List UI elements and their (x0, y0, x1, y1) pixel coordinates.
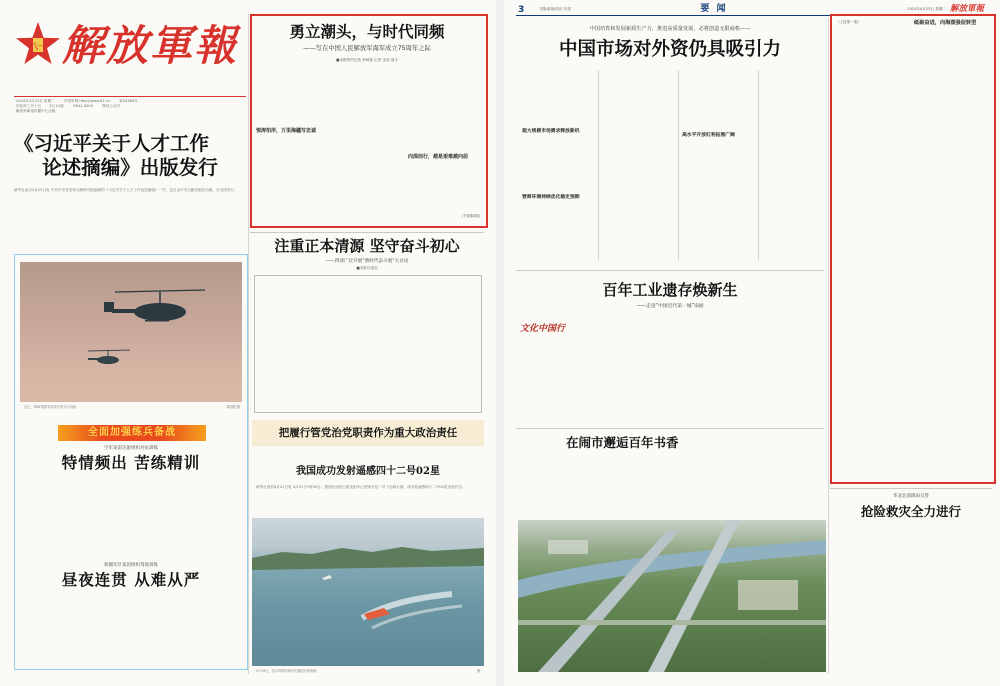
site-link[interactable]: 中国军网 http://www.81.cn (63, 99, 110, 103)
industry-col4 (760, 318, 822, 424)
lead-story-columns (14, 192, 244, 246)
lake-boat-photo (252, 518, 484, 666)
industry-subtitle: ——走进“中国近代第一城”南通 (636, 304, 704, 309)
section-banner (58, 425, 206, 441)
industry-title[interactable]: 百年工业遗存焕新生 (602, 281, 738, 299)
feature-subtitle: ——写在中国人民解放军海军成立75周年之际 (303, 45, 431, 52)
page-date: 2024年4月23日 星期二 (907, 7, 946, 11)
page-number: 3 (518, 5, 525, 15)
commentary-subtitle: ——四谈广泛开展“新时代奋斗观”大讨论 (325, 259, 409, 264)
feature-byline: ■本报特约记者 李师春 记者 宋浩 周丰 (336, 58, 398, 62)
column-kicker: （上接第一版） (836, 20, 862, 24)
story1-title[interactable]: 特情频出 苦练精训 (61, 453, 201, 472)
story2-kicker: 新疆军区某团组织驾驶训练 (104, 563, 158, 568)
lead-col3 (680, 70, 756, 260)
disaster-title[interactable]: 抢险救灾全力进行 (860, 504, 961, 519)
masthead-title: 解放軍報 (62, 21, 239, 70)
star-emblem-icon (14, 20, 62, 68)
party-story-title[interactable]: 把履行管党治党职责作为重大政治责任 (278, 427, 458, 439)
issue-code: 第24369号 (119, 99, 138, 103)
lead-col1 (520, 70, 596, 260)
launch-title[interactable]: 我国成功发射遥感四十二号02星 (296, 466, 440, 477)
section-banner-text: 全面加强练兵备战 (88, 427, 176, 438)
lake-caption: 4月19日，官兵驾驶冲锋舟在湖面开展训练。 (256, 669, 320, 673)
feature-col1 (256, 66, 328, 126)
page-gutter (496, 0, 504, 686)
lunar-date: 甲辰年三月十五 (16, 104, 42, 108)
cn-code: CN11-0003 (72, 104, 94, 108)
lead-subhead1: 超大规模市场需求释放新机 (522, 129, 580, 134)
issue-date: 2024年4月23日 星期二 (16, 99, 55, 103)
issue-pages: 今日12版 (48, 104, 64, 108)
commentary-title[interactable]: 注重正本清源 坚守奋斗初心 (274, 237, 460, 255)
disaster-col2 (914, 526, 990, 672)
lead-kicker: 中国培育和发展新质生产力，推进高质量发展，必将创造无限商机—— (589, 26, 751, 32)
lead-subhead3: 营商环境持续优化稳定预期 (522, 195, 580, 200)
feature-title[interactable]: 勇立潮头，与时代同频 (289, 22, 445, 41)
industry-col2 (600, 318, 676, 424)
feature-continue[interactable]: (下转第2版) (461, 214, 480, 218)
feature-col1b (256, 145, 328, 215)
lead-title-line2: 论述摘编》出版发行 (42, 156, 218, 179)
feature-subhead1: 惊涛拍岸，万里海疆写忠诚 (256, 128, 317, 134)
photo-caption: 近日，第81集团军某旅开展飞行训练。 (24, 405, 80, 409)
helicopter-photo (20, 262, 242, 402)
launch-lead: 新华社西昌4月21日电 4月21日7时45分，我国在西昌卫星发射中心使用长征二号丁运载火箭，成功将遥感四十二号02星发射升空。 (256, 485, 466, 489)
disaster-col1 (834, 526, 910, 672)
feature-col3b (408, 170, 480, 210)
lead-col4 (760, 70, 822, 260)
svg-text:八一: 八一 (30, 41, 46, 51)
publisher-label: 解放军新闻传播中心出版 (16, 109, 56, 113)
launch-body (256, 485, 482, 515)
story1-body (20, 478, 242, 556)
books-title[interactable]: 在闹市邂逅百年书香 (566, 435, 679, 450)
disaster-kicker: 华北北部降雨交替 (893, 494, 929, 499)
industry-col3 (680, 318, 756, 424)
culture-china-logo: 文化中国行 (520, 324, 566, 334)
lead-story-title[interactable] (14, 132, 246, 180)
left-newspaper-page (0, 0, 496, 686)
books-col1 (520, 456, 596, 516)
story1-kicker: 空军某雷达旅组织对抗训练 (104, 446, 158, 451)
commentary-col2 (332, 280, 402, 406)
section-title: 要 闻 (700, 4, 728, 14)
feature-col3 (408, 66, 480, 152)
commentary-col1 (258, 280, 328, 406)
column-title[interactable]: 砥砺奋进，向海图强促转型 (914, 20, 977, 26)
story2-body (20, 594, 242, 664)
page-logo: 解放軍報 (950, 4, 985, 14)
lead-subhead2: 高水平开放红利拓展广阔 (682, 133, 735, 138)
books-col4 (760, 456, 822, 516)
photo-credit: 周国刚 摄 (226, 405, 240, 409)
feature-subhead2: 向深而行，越是艰难越向前 (408, 154, 469, 160)
industry-col1 (520, 342, 596, 424)
books-col3 (680, 456, 756, 516)
wechat-label: 微信公众号 (102, 104, 121, 108)
aerial-bridge-photo (518, 520, 826, 672)
lead-title-line1: 《习近平关于人才工作 (14, 132, 210, 155)
right-newspaper-page (504, 0, 1000, 686)
books-col2 (600, 456, 676, 516)
commentary-byline: ■本报评论员 (356, 266, 378, 270)
feature-col2 (332, 66, 404, 216)
lead-col2 (600, 70, 676, 260)
story2-title[interactable]: 昼夜连贯 从难从严 (61, 570, 201, 589)
masthead-info (16, 99, 246, 114)
section-tags: 国际新闻/经济 综述 (540, 7, 572, 11)
commentary-col3 (406, 280, 476, 406)
lead-story-intro: 新华社北京4月22日电 中共中央党史和文献研究院编辑的《习近平关于人才工作论述摘编》一书，近日由中央文献出版社出版，在全国发行。 (14, 188, 238, 192)
lake-credit: 摄 (476, 669, 480, 673)
column-body-left (836, 28, 910, 474)
column-body-right (914, 38, 988, 474)
lead-title[interactable]: 中国市场对外资仍具吸引力 (558, 39, 781, 60)
